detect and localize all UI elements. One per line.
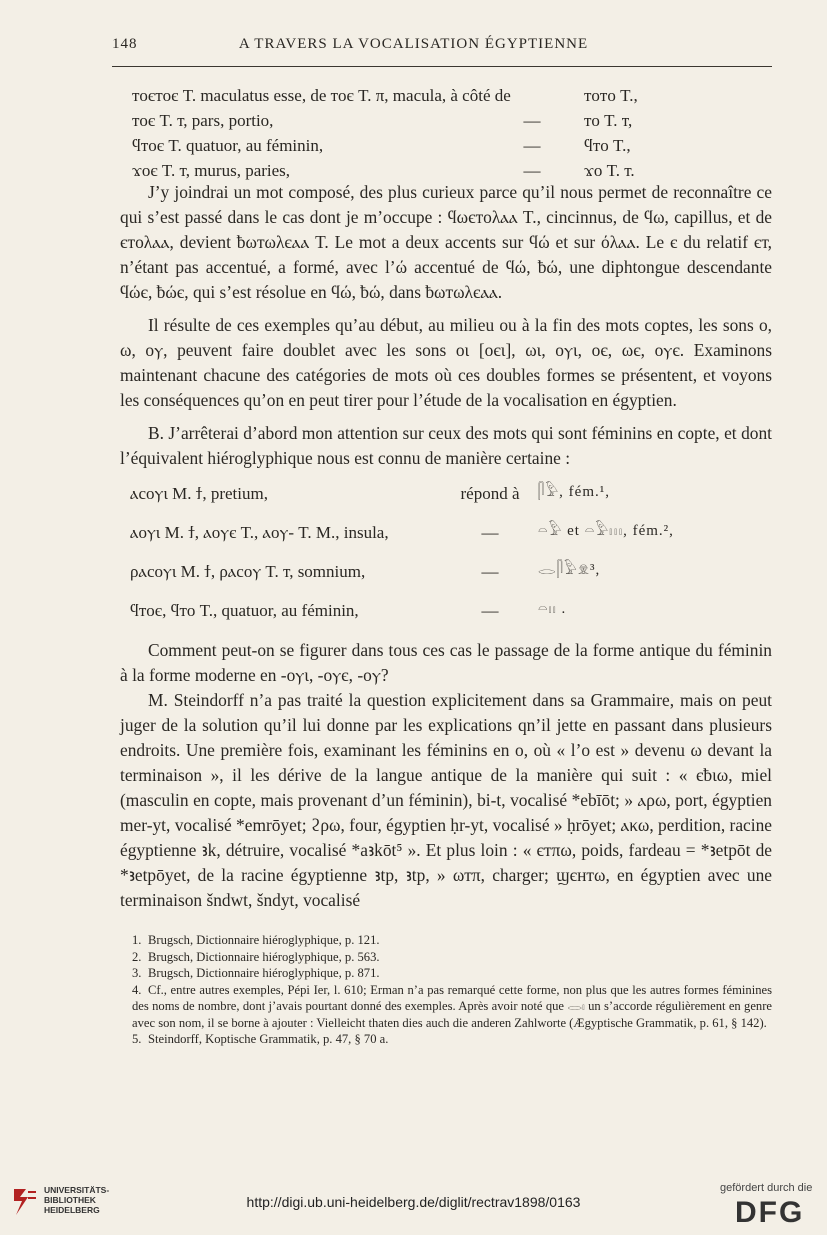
header-rule <box>112 66 772 67</box>
hieroglyph-group: 𓏏𓅱 et 𓏏𓅱𓏥, fém.², <box>538 523 674 539</box>
table-row: ϥтοє T. quatuor, au féminin, — ϥтο T., <box>132 136 631 155</box>
library-name: UNIVERSITÄTS- BIBLIOTHEK HEIDELBERG <box>44 1185 110 1215</box>
paragraph: Il résulte de ces exemples qu’au début, au milieu ou à la fin des mots coptes, les sons ο, ω, οⲩ, peuvent faire doublet avec les sons οι [οєι], ωι, οⲩι, οє, ωє, οⲩє. Examinons maintenant chacune des catégories de mots où ces doubles formes se présentent, et voyons les conséquences qu’on en peut tirer pour l’étude de la vocalisation en égyptien. <box>120 315 772 410</box>
running-header <box>0 34 827 58</box>
footnotes <box>132 932 772 1048</box>
list-item: ρⲁcοⲩι M. ϯ, ρⲁcοⲩ T. т, somnium, — 𓂋𓋴𓅱𓁷³, <box>130 562 775 601</box>
hieroglyph-group: 𓏏𓏤𓏤 . <box>538 601 567 617</box>
table-row: ϫοє T. т, murus, paries, — ϫο T. т. <box>132 161 635 180</box>
footnote: 1. Brugsch, Dictionnaire hiéroglyphique, p. 121. <box>132 933 380 947</box>
list-item: ϥтοє, ϥтο T., quatuor, au féminin, — 𓏏𓏤𓏤 . <box>130 601 775 640</box>
body-text-2 <box>120 638 772 913</box>
source-url-link[interactable]: http://digi.ub.uni-heidelberg.de/diglit/rectrav1898/0163 <box>246 1194 581 1210</box>
table-row: тοєтοє T. maculatus esse, de тοє T. π, macula, à côté de тοтο T., <box>132 86 638 105</box>
hieroglyph-examples <box>130 484 775 640</box>
paragraph: B. J’arrêterai d’abord mon attention sur ceux des mots qui sont féminins en copte, et dont l’équivalent hiéroglyphique nous est connu de manière certaine : <box>120 423 772 468</box>
page-number: 148 <box>112 36 138 52</box>
body-text-1 <box>120 180 772 471</box>
funding-label: gefördert durch die <box>720 1182 813 1194</box>
footnote: 5. Steindorff, Koptische Grammatik, p. 47, § 70 a. <box>132 1032 389 1046</box>
hieroglyph-group: 𓋴𓅱, fém.¹, <box>538 484 610 500</box>
footnote: 2. Brugsch, Dictionnaire hiéroglyphique, p. 563. <box>132 949 380 964</box>
table-row: тοє T. т, pars, portio, — тο T. т, <box>132 111 633 130</box>
hieroglyph-group: 𓂋𓋴𓅱𓁷³, <box>538 562 601 578</box>
list-item: ⲁοⲩι M. ϯ, ⲁοⲩє T., ⲁοⲩ- T. M., insula, — 𓏏𓅱 et 𓏏𓅱𓏥, fém.², <box>130 523 775 562</box>
paragraph: Comment peut-on se figurer dans tous ces cas le passage de la forme antique du féminin à la forme moderne en -οⲩι, -οⲩє, -οⲩ? <box>120 640 772 685</box>
running-title: A TRAVERS LA VOCALISATION ÉGYPTIENNE <box>238 36 589 52</box>
word-pairs-table <box>132 86 772 186</box>
footnote: 3. Brugsch, Dictionnaire hiéroglyphique, p. 871. <box>132 966 380 980</box>
paragraph: M. Steindorff n’a pas traité la question explicitement dans sa Grammaire, mais on peut juger de la solution qu’il lui donne par les explications qn’il jette en passant dans plusieurs endroits. Une première fois, examinant les féminins en ο, où « l’ο est » devenu ω devant la terminaison », il les dérive de la langue antique de la manière qui suit : « єƀιω, miel (masculin en copte, mais provenant d’un féminin), bi-t, vocalisé *ebīōt; » ⲁρω, port, égyptien mer-yt, vocalisé *emrōyet; ϩρω, four, égyptien ḥr-yt, vocalisé » ḥrōyet; ⲁκω, perdition, racine égyptienne ꜣk, détruire, vocalisé *aꜣkōt⁵ ». Et plus loin : « єтπω, poids, fardeau = *ꜣetpōt de *ꜣetpōyet, de la racine égyptienne ꜣtp, ꜣtp, » ωтπ, charger; ϣєнтω, en égyptien avec une terminaison šndwt, šndyt, vocalisé <box>120 690 772 910</box>
list-item: ⲁcοⲩι M. ϯ, pretium, répond à 𓋴𓅱, fém.¹, <box>130 484 775 523</box>
paragraph: J’y joindrai un mot composé, des plus curieux parce qu’il nous permet de reconnaître ce qui s’est passé dans le cas dont je m’occupe : ϥωєтολⲁⲁ T., cincinnus, de ϥω, capillus, et de єтολⲁⲁ, devient ƀωтωλєⲁⲁ T. Le mot a deux accents sur ϥώ et sur όλⲁⲁ. Le є du relatif єт, n’étant pas accentué, a formé, avec l’ώ accentué de ϥώ, ƀώ, une diphtongue descendante ϥώє, ƀώє, qui s’est résolue en ϥώ, ƀώ, dans ƀωтωλєⲁⲁ. <box>120 182 772 302</box>
dfg-logo[interactable]: DFG <box>735 1196 805 1229</box>
footnote: 4. Cf., entre autres exemples, Pépi Ier, l. 610; Erman n’a pas remarqué cette forme, non plus que les autres formes féminines des noms de nombre, dont j’avais pourtant donné des exemples. Après avoir noté que 𓂋𓏤 un s’accorde régulièrement en genre avec son nom, il se borne à ajouter : Vielleicht thaten dies auch die anderen Zahlworte (Ægyptische Grammatik, p. 61, § 142). <box>132 982 772 1030</box>
